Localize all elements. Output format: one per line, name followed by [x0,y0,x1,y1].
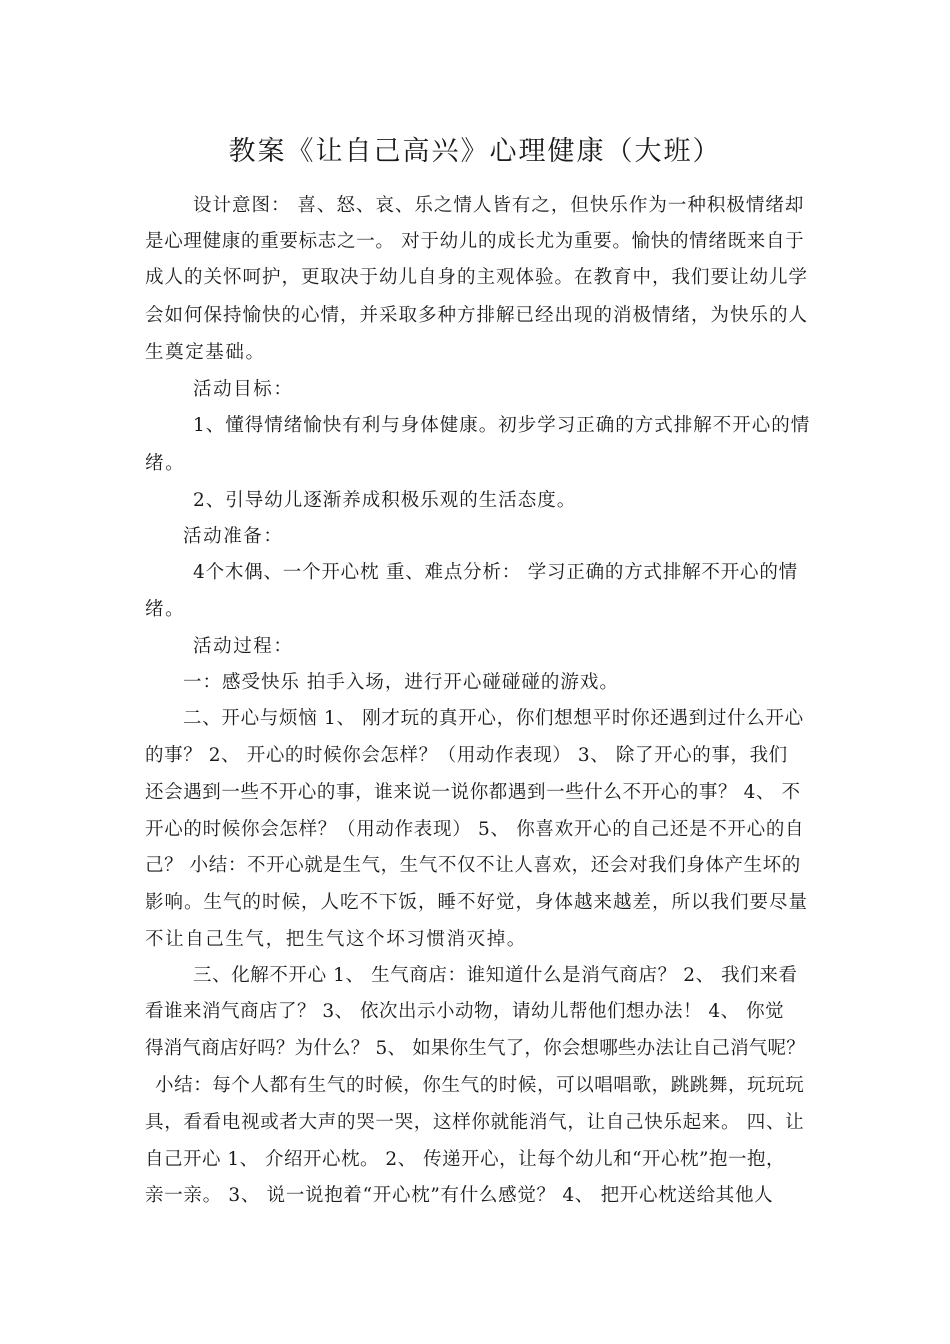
body-line: 的事？ 2、 开心的时候你会怎样？（用动作表现） 3、 除了开心的事，我们 [145,745,788,766]
body-line: 得消气商店好吗？为什么？ 5、 如果你生气了，你会想哪些办法让自己消气呢？ [145,1038,805,1059]
body-line: 亲一亲。 3、 说一说抱着“开心枕”有什么感觉？ 4、 把开心枕送给其他人 [145,1185,774,1206]
body-line: 三、化解不开心 1、 生气商店：谁知道什么是消气商店？ 2、 我们来看 [193,965,798,986]
body-line: 开心的时候你会怎样？（用动作表现） 5、 你喜欢开心的自己还是不开心的自 [145,819,805,840]
document-title: 教案《让自己高兴》心理健康（大班） [228,136,722,167]
body-line: 自己开心 1、 介绍开心枕。 2、 传递开心，让每个幼儿和“开心枕”抱一抱， [145,1149,785,1170]
body-line: 影响。生气的时候，人吃不下饭，睡不好觉，身体越来越差，所以我们要尽量 [145,892,809,913]
body-line: 会如何保持愉快的心情，并采取多种方排解已经出现的消极情绪，为快乐的人 [145,305,809,326]
body-line: 绪。 [145,453,186,474]
body-line: 小结：每个人都有生气的时候，你生气的时候，可以唱唱歌，跳跳舞，玩玩玩 [155,1075,805,1096]
body-line: 1、懂得情绪愉快有利与身体健康。初步学习正确的方式排解不开心的情 [193,415,811,436]
body-line: 己？ 小结：不开心就是生气，生气不仅不让人喜欢，还会对我们身体产生坏的 [145,855,801,876]
body-line: 不让自己生气，把生气这个坏习惯消灭掉。 [145,929,527,950]
body-line: 设计意图： 喜、怒、哀、乐之情人皆有之，但快乐作为一种积极情绪却 [193,195,805,216]
body-line: 4个木偶、一个开心枕 重、难点分析： 学习正确的方式排解不开心的情 [193,562,798,583]
body-line: 活动过程： [193,636,294,657]
body-line: 活动准备： [183,526,284,547]
body-line: 生奠定基础。 [145,342,266,363]
body-line: 活动目标： [193,379,294,400]
body-line: 看谁来消气商店了？ 3、 依次出示小动物，请幼儿帮他们想办法！ 4、 你觉 [145,1001,785,1022]
body-line: 成人的关怀呵护，更取决于幼儿自身的主观体验。在教育中，我们要让幼儿学 [145,267,809,288]
body-line: 还会遇到一些不开心的事，谁来说一说你都遇到一些什么不开心的事？ 4、 不 [145,782,801,803]
body-line: 一：感受快乐 拍手入场，进行开心碰碰碰的游戏。 [183,672,619,693]
body-line: 2、引导幼儿逐渐养成积极乐观的生活态度。 [193,490,577,511]
body-line: 具，看看电视或者大声的哭一哭，这样你就能消气，让自己快乐起来。 四、让 [145,1112,805,1133]
body-line: 绪。 [145,599,186,620]
body-line: 二、开心与烦恼 1、 刚才玩的真开心，你们想想平时你还遇到过什么开心 [183,708,804,729]
body-line: 是心理健康的重要标志之一。 对于幼儿的成长尤为重要。愉快的情绪既来自于 [145,231,805,252]
